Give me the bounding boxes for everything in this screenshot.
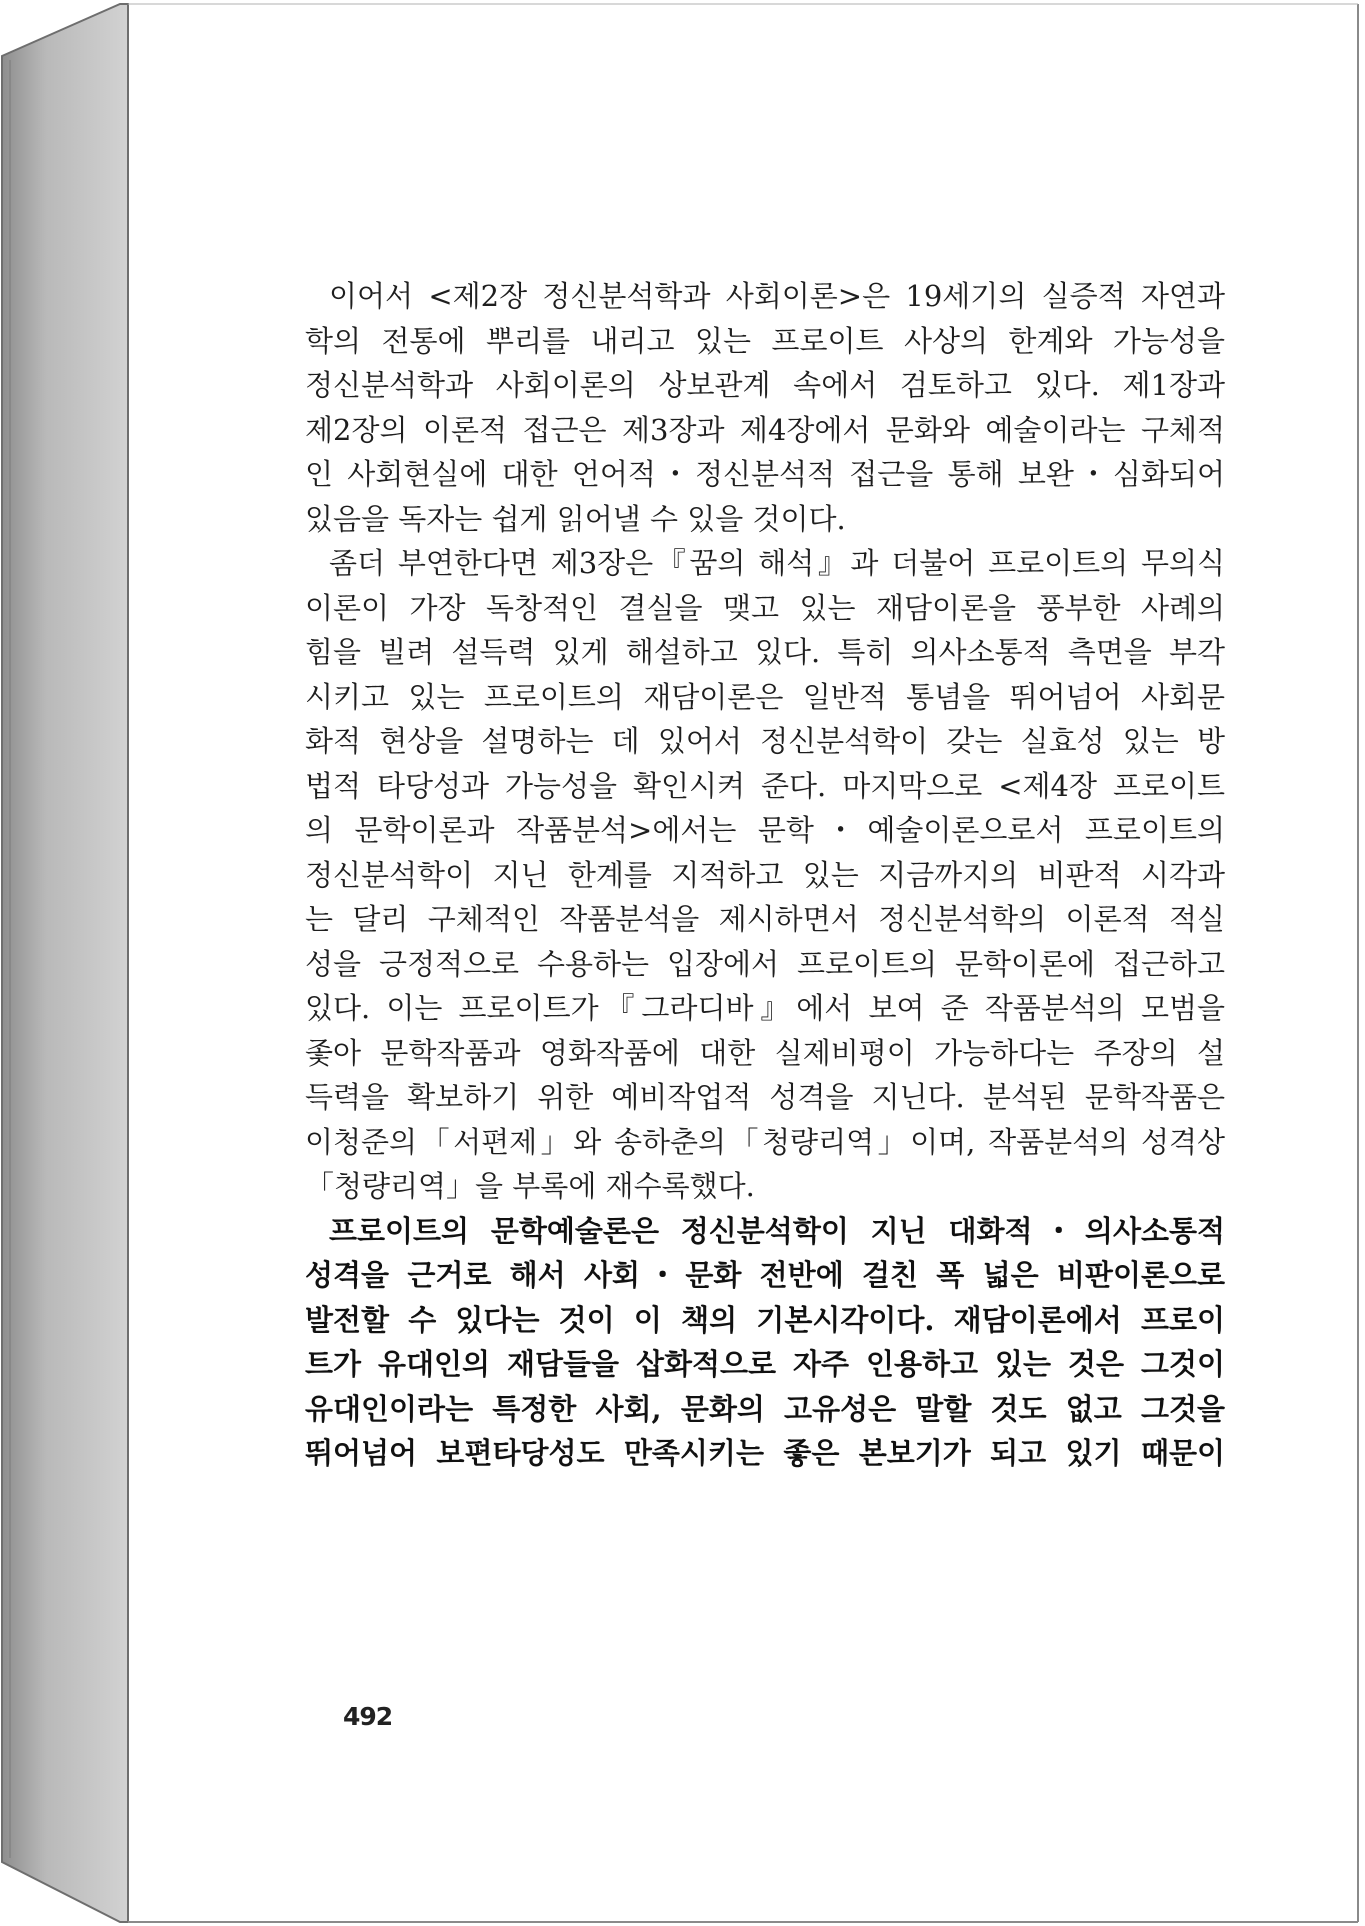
text-line: 발전할 수 있다는 것이 이 책의 기본시각이다. 재담이론에서 프로이 [305,1302,1225,1337]
text-line: 의 문학이론과 작품분석>에서는 문학・예술이론으로서 프로이트의 [305,813,1225,847]
text-line: 이론이 가장 독창적인 결실을 맺고 있는 재담이론을 풍부한 사례의 [305,590,1225,625]
page-number: 492 [343,1702,393,1731]
text-line: 좀더 부연한다면 제3장은『꿈의 해석』과 더불어 프로이트의 무의식 [329,546,1225,580]
paragraph [305,274,1225,541]
text-line: 는 달리 구체적인 작품분석을 제시하면서 정신분석학의 이론적 적실 [305,902,1225,936]
text-line: 학의 전통에 뿌리를 내리고 있는 프로이트 사상의 한계와 가능성을 [305,323,1225,358]
text-line: 「청량리역」을 부록에 재수록했다. [305,1169,755,1203]
text-line: 있음을 독자는 쉽게 읽어낼 수 있을 것이다. [305,501,846,536]
text-line: 정신분석학이 지닌 한계를 지적하고 있는 지금까지의 비판적 시각과 [305,857,1225,892]
text-line: 프로이트의 문학예술론은 정신분석학이 지닌 대화적・의사소통적 [329,1213,1225,1248]
text-line: 화적 현상을 설명하는 데 있어서 정신분석학이 갖는 실효성 있는 방 [305,724,1225,758]
text-line: 인 사회현실에 대한 언어적・정신분석적 접근을 통해 보완・심화되어 [305,457,1225,491]
text-line: 제2장의 이론적 접근은 제3장과 제4장에서 문화와 예술이라는 구체적 [305,412,1225,447]
paragraph [305,541,1225,1209]
text-line: 트가 유대인의 재담들을 삽화적으로 자주 인용하고 있는 것은 그것이 [305,1347,1225,1381]
text-line: 득력을 확보하기 위한 예비작업적 성격을 지닌다. 분석된 문학작품은 [305,1080,1225,1114]
text-line: 좇아 문학작품과 영화작품에 대한 실제비평이 가능하다는 주장의 설 [305,1035,1225,1070]
text-line: 성격을 근거로 해서 사회・문화 전반에 걸친 폭 넓은 비판이론으로 [305,1258,1225,1292]
text-line: 힘을 빌려 설득력 있게 해설하고 있다. 특히 의사소통적 측면을 부각 [305,635,1225,669]
text-line: 성을 긍정적으로 수용하는 입장에서 프로이트의 문학이론에 접근하고 [305,946,1225,981]
body-text [305,274,1225,1476]
text-line: 정신분석학과 사회이론의 상보관계 속에서 검토하고 있다. 제1장과 [305,368,1225,402]
text-line: 법적 타당성과 가능성을 확인시켜 준다. 마지막으로 <제4장 프로이트 [305,768,1225,803]
text-line: 유대인이라는 특정한 사회, 문화의 고유성은 말할 것도 없고 그것을 [305,1391,1225,1426]
text-line: 있다. 이는 프로이트가『그라디바』에서 보여 준 작품분석의 모범을 [305,991,1225,1025]
text-line: 이청준의「서편제」와 송하춘의「청량리역」이며, 작품분석의 성격상 [305,1124,1225,1159]
text-line: 이어서 <제2장 정신분석학과 사회이론>은 19세기의 실증적 자연과 [329,279,1225,313]
paragraph [305,1209,1225,1476]
text-line: 뛰어넘어 보편타당성도 만족시키는 좋은 본보기가 되고 있기 때문이 [305,1436,1225,1470]
text-line: 시키고 있는 프로이트의 재담이론은 일반적 통념을 뛰어넘어 사회문 [305,679,1225,714]
